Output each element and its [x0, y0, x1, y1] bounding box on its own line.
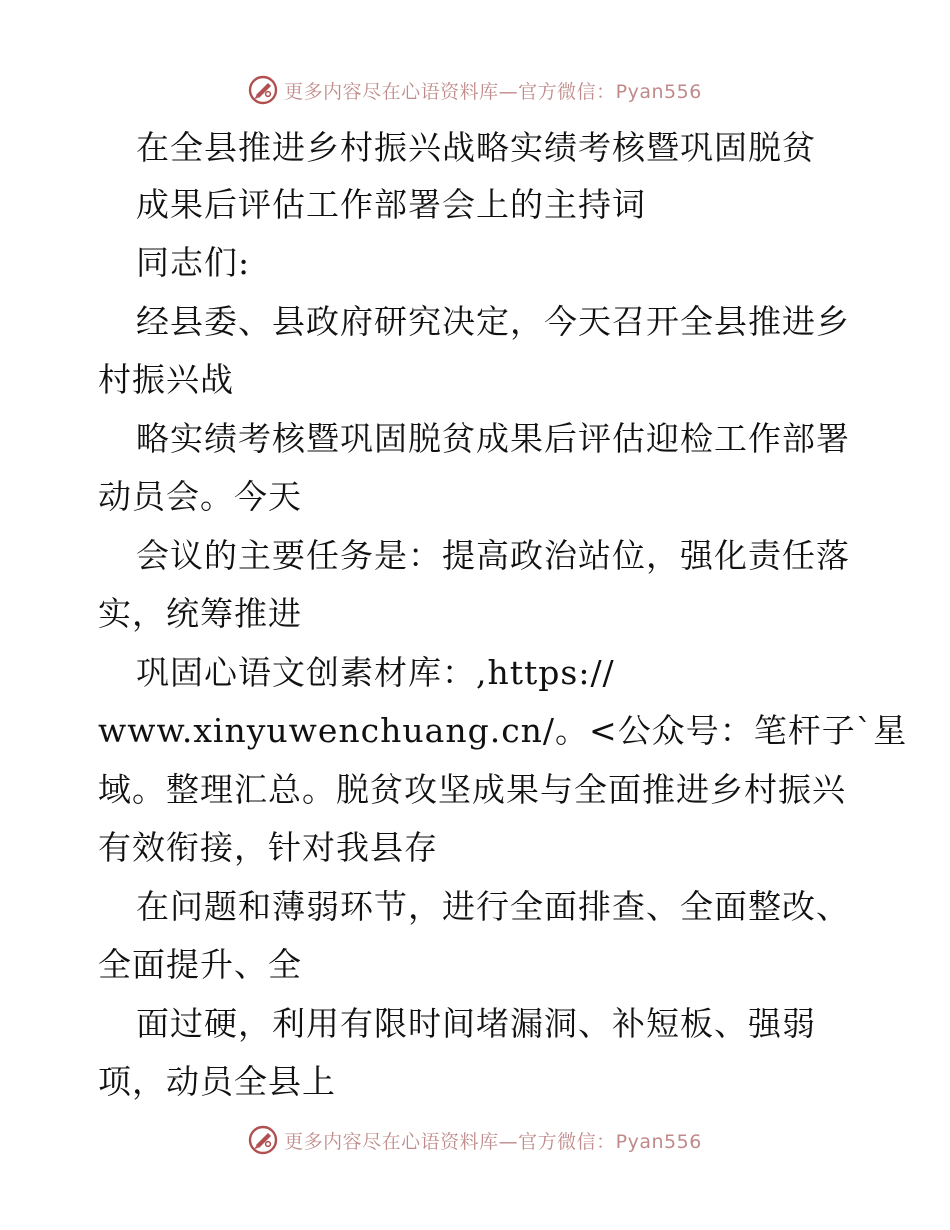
- paragraph-5-line-2: 全面提升、全: [98, 945, 302, 984]
- document-title-line-2: 成果后评估工作部署会上的主持词: [136, 185, 646, 224]
- document-title-line-1: 在全县推进乡村振兴战略实绩考核暨巩固脱贫: [136, 128, 816, 167]
- watermark-text: 更多内容尽在心语资料库—官方微信：Pyan556: [284, 1130, 702, 1153]
- paragraph-6-line-2: 项，动员全县上: [98, 1062, 336, 1101]
- paragraph-3-line-1: 会议的主要任务是：提高政治站位，强化责任落: [136, 536, 850, 575]
- paragraph-4-line-1: 巩固心语文创素材库：,https://: [136, 653, 615, 692]
- paragraph-5-line-1: 在问题和薄弱环节，进行全面排查、全面整改、: [136, 887, 850, 926]
- paragraph-2-line-1: 略实绩考核暨巩固脱贫成果后评估迎检工作部署: [136, 419, 850, 458]
- footer-watermark-banner: [0, 1120, 950, 1160]
- paragraph-3-line-2: 实，统筹推进: [98, 594, 302, 633]
- writing-hand-logo-icon: [248, 1125, 278, 1155]
- paragraph-4-line-4: 有效衔接，针对我县存: [98, 828, 438, 867]
- paragraph-4-line-2: www.xinyuwenchuang.cn/。<公众号：笔杆子`星: [98, 711, 908, 750]
- watermark-text: 更多内容尽在心语资料库—官方微信：Pyan556: [284, 80, 702, 103]
- paragraph-4-line-3: 域。整理汇总。脱贫攻坚成果与全面推进乡村振兴: [98, 770, 846, 809]
- salutation: 同志们:: [136, 243, 251, 282]
- paragraph-6-line-1: 面过硬，利用有限时间堵漏洞、补短板、强弱: [136, 1004, 816, 1043]
- paragraph-1-line-1: 经县委、县政府研究决定，今天召开全县推进乡: [136, 302, 850, 341]
- paragraph-2-line-2: 动员会。今天: [98, 477, 302, 516]
- paragraph-1-line-2: 村振兴战: [98, 360, 234, 399]
